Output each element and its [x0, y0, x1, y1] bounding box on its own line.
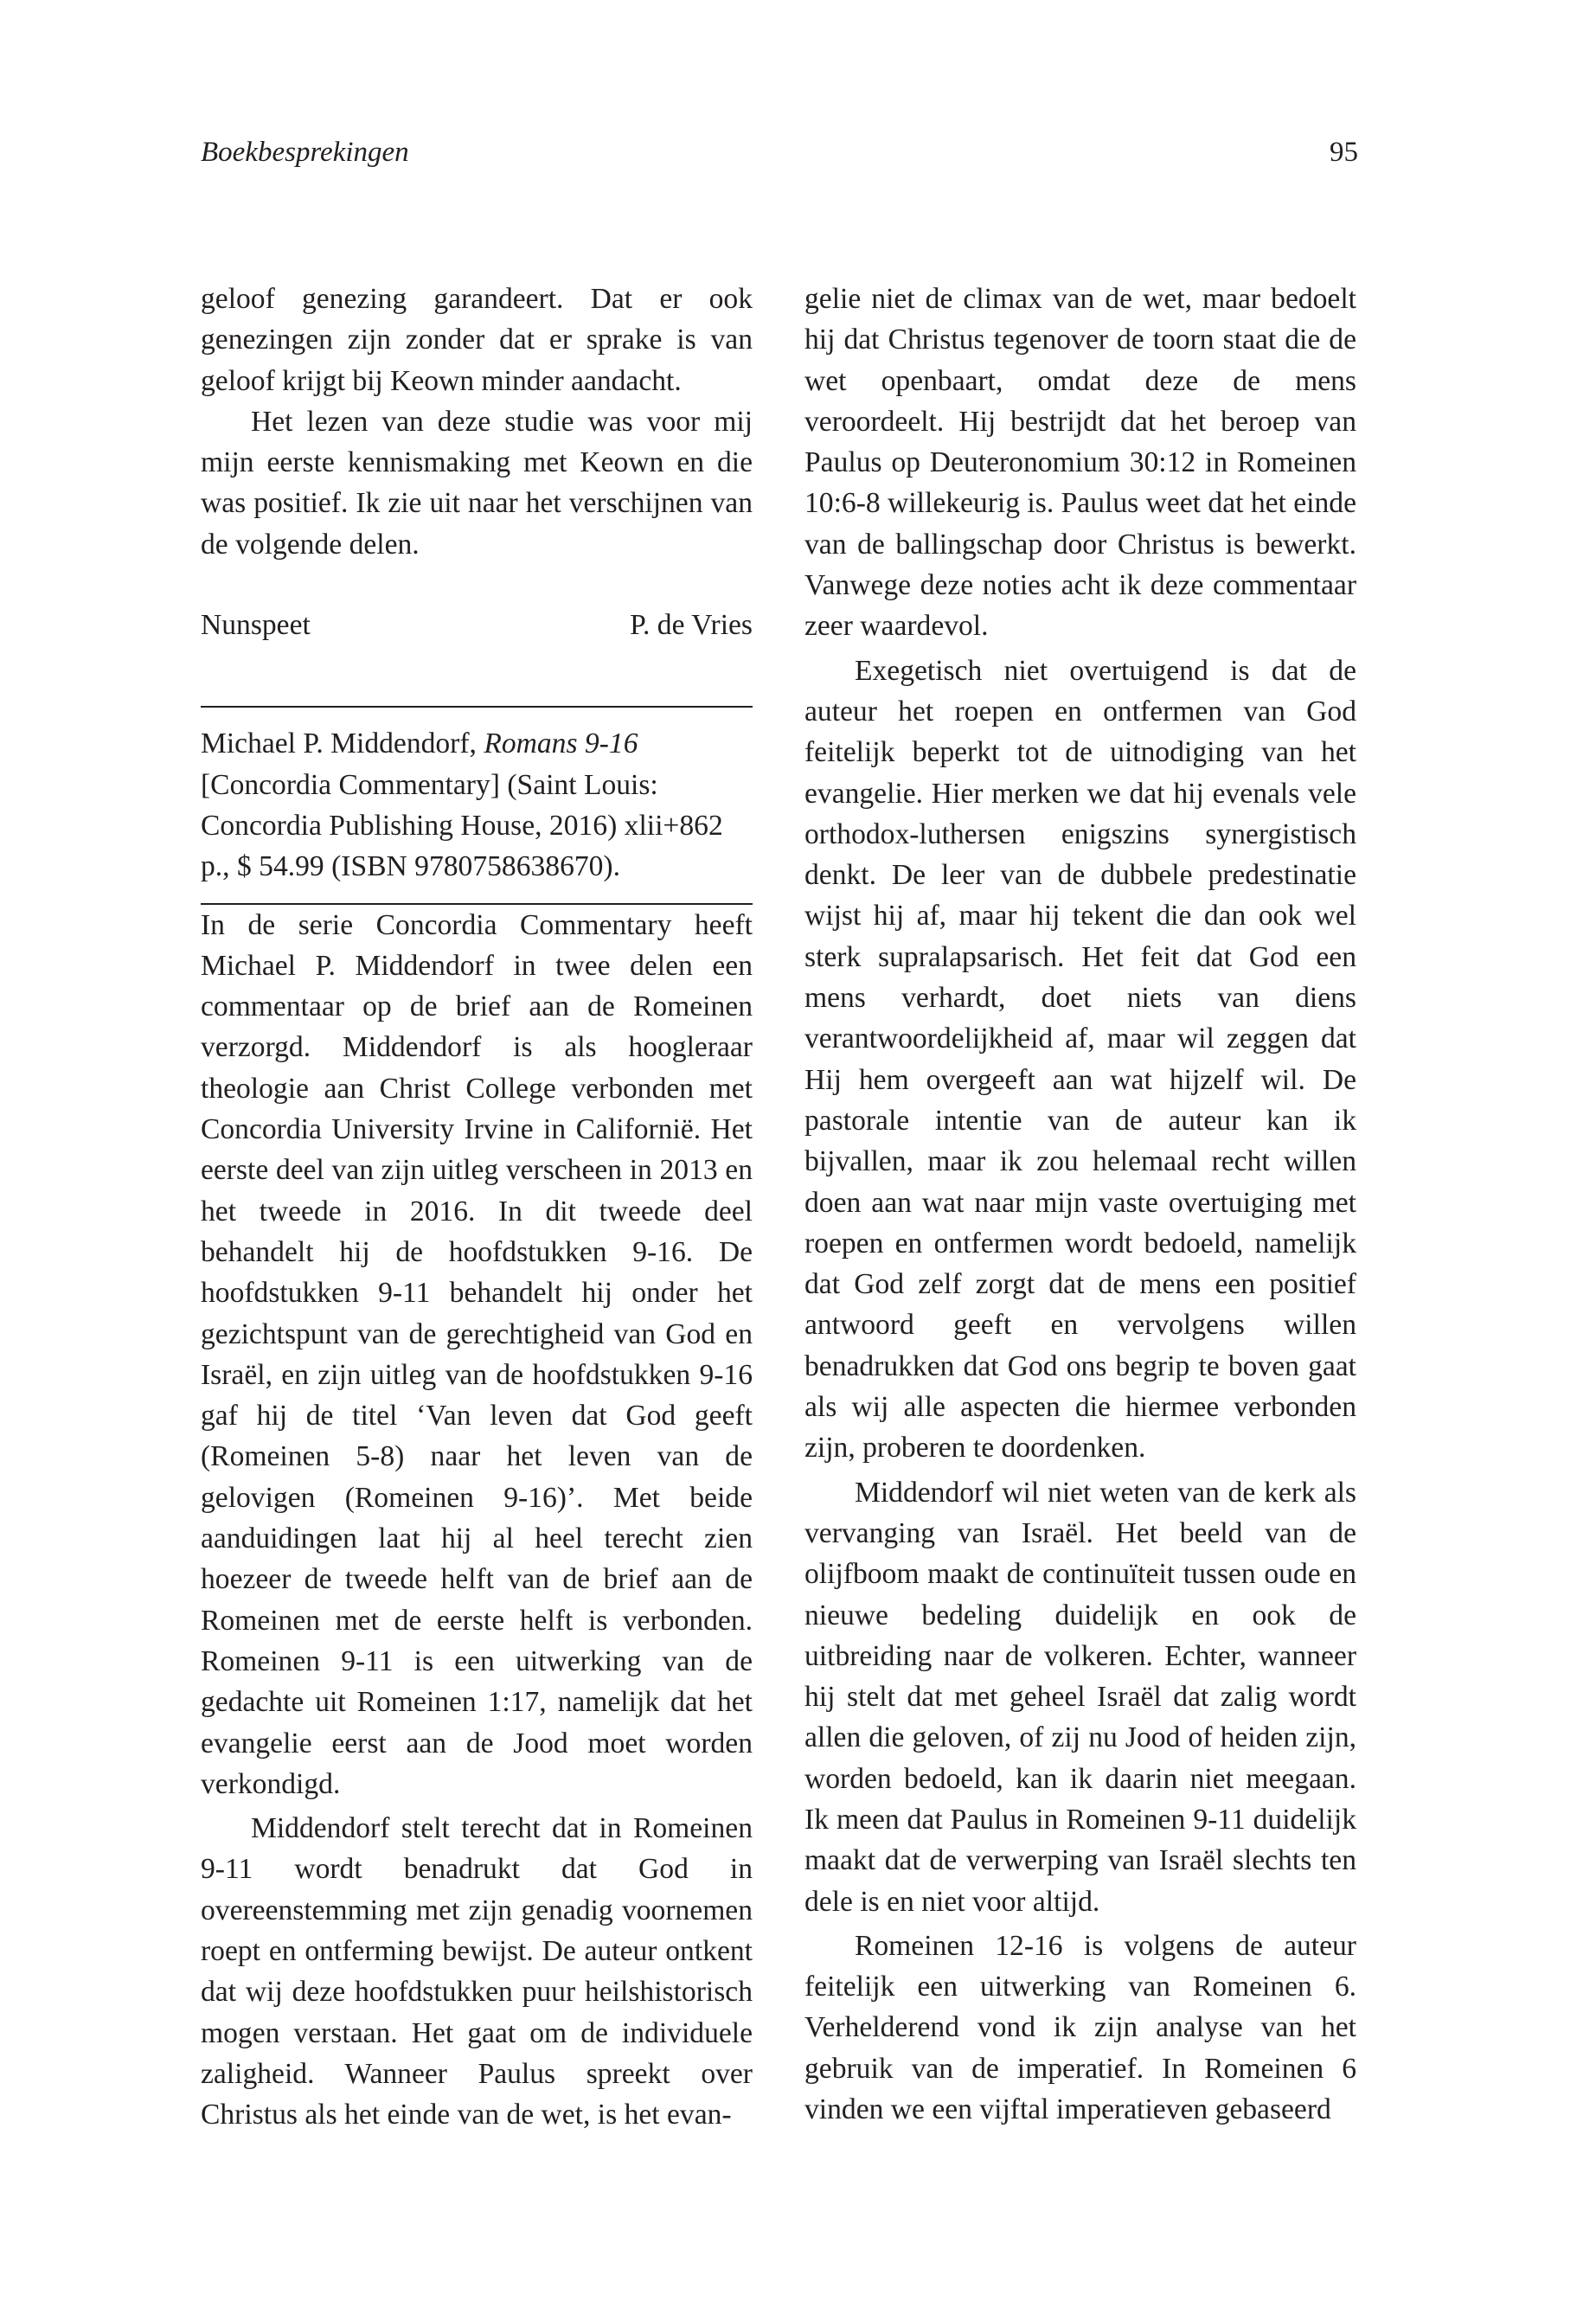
prev-review-paragraph: geloof genezing garandeert. Dat er ook genezingen zijn zonder dat er sprake is van geloof krijgt bij Keown minder aandacht. — [201, 283, 753, 397]
prev-review-paragraph: Het lezen van deze studie was voor mij mijn eerste kennismaking met Keown en die was positief. Ik zie uit naar het verschijnen van de volgende delen. — [201, 405, 753, 561]
review-paragraph: Romeinen 12-16 is volgens de auteur feitelijk een uitwerking van Romeinen 6. Verhelderend vond ik zijn analyse van het gebruik van de imperatief. In Romeinen 6 vinden we een vijftal imperatieven gebaseerd — [804, 1929, 1356, 2126]
review-signature — [201, 605, 753, 645]
book-author: Michael P. Middendorf, — [201, 727, 484, 760]
review-paragraph: Middendorf stelt terecht dat in Romeinen 9-11 wordt benadrukt dat God in overeenstemming met zijn genadig voornemen roept en ontferming bewijst. De auteur ontkent dat wij deze hoofdstukken puur heilshistorisch mogen verstaan. Het gaat om de individuele zaligheid. Wanneer Paulus spreekt over Christus als het einde van de wet, is het evan- — [201, 1812, 753, 2131]
running-head: Boekbesprekingen — [201, 137, 409, 168]
review-paragraph: gelie niet de climax van de wet, maar bedoelt hij dat Christus tegenover de toorn staat die de wet openbaart, omdat deze de mens veroordeelt. Hij bestrijdt dat het beroep van Paulus op Deuteronomium 30:12 in Romeinen 10:6-8 willekeurig is. Paulus weet dat het einde van de ballingschap door Christus is bewerkt. Vanwege deze noties acht ik deze commentaar zeer waardevol. — [804, 283, 1356, 643]
review-paragraph: Middendorf wil niet weten van de kerk als vervanging van Israël. Het beeld van de olijfboom maakt de continuïteit tussen oude en nieuwe bedeling duidelijk en ook de uitbreiding naar de volkeren. Echter, wanneer hij stelt dat met geheel Israël dat zalig wordt allen die geloven, of zij nu Jood of heiden zijn, worden bedoeld, kan ik daarin niet meegaan. Ik meen dat Paulus in Romeinen 9-11 duidelijk maakt dat de verwerping van Israël slechts ten dele is en niet voor altijd. — [804, 1476, 1356, 1918]
signature-place: Nunspeet — [201, 609, 311, 642]
left-column — [201, 279, 753, 2135]
book-details: [Concordia Commentary] (Saint Louis: Concordia Publishing House, 2016) xlii+862 p., $ 54.99 (ISBN 9780758638670). — [201, 768, 723, 883]
review-paragraph: In de serie Concordia Commentary heeft Michael P. Middendorf in twee delen een commentaar op de brief aan de Romeinen verzorgd. Middendorf is als hoogleraar theologie aan Christ College verbonden met Concordia University Irvine in Californië. Het eerste deel van zijn uitleg verscheen in 2013 en het tweede in 2016. In dit tweede deel behandelt hij de hoofdstukken 9-16. De hoofdstukken 9-11 behandelt hij onder het gezichtspunt van de gerechtigheid van God en Israël, en zijn uitleg van de hoofdstukken 9-16 gaf hij de titel ‘Van leven dat God geeft (Romeinen 5-8) naar het leven van de gelovigen (Romeinen 9-16)’. Met beide aanduidingen laat hij al heel terecht zien hoezeer de tweede helft van de brief aan de Romeinen met de eerste helft is verbonden. Romeinen 9-11 is een uitwerking van de gedachte uit Romeinen 1:17, namelijk dat het evangelie eerst aan de Jood moet worden verkondigd. — [201, 908, 753, 1800]
signature-author: P. de Vries — [630, 609, 753, 642]
right-column — [804, 279, 1356, 2130]
review-paragraph: Exegetisch niet overtuigend is dat de auteur het roepen en ontfermen van God feitelijk beperkt tot de uitnodiging van het evangelie. Hier merken we dat hij evenals vele orthodox-luthersen enigszins synergistisch denkt. De leer van de dubbele predestinatie wijst hij af, maar hij tekent die dan ook wel sterk supralapsarisch. Het feit dat God een mens verhardt, doet niets van diens verantwoordelijkheid af, maar wil zeggen dat Hij hem overgeeft aan wat hijzelf wil. De pastorale intentie van de auteur kan ik bijvallen, maar ik zou helemaal recht willen doen aan wat naar mijn vaste overtuiging met roepen en ontfermen wordt bedoeld, namelijk dat God zelf zorgt dat de mens een positief antwoord geeft en vervolgens willen benadrukken dat God ons begrip te boven gaat als wij alle aspecten die hiermee verbonden zijn, proberen te doordenken. — [804, 654, 1356, 1465]
page-number: 95 — [1330, 137, 1358, 168]
book-citation — [201, 708, 753, 902]
book-title: Romans 9-16 — [484, 727, 638, 760]
